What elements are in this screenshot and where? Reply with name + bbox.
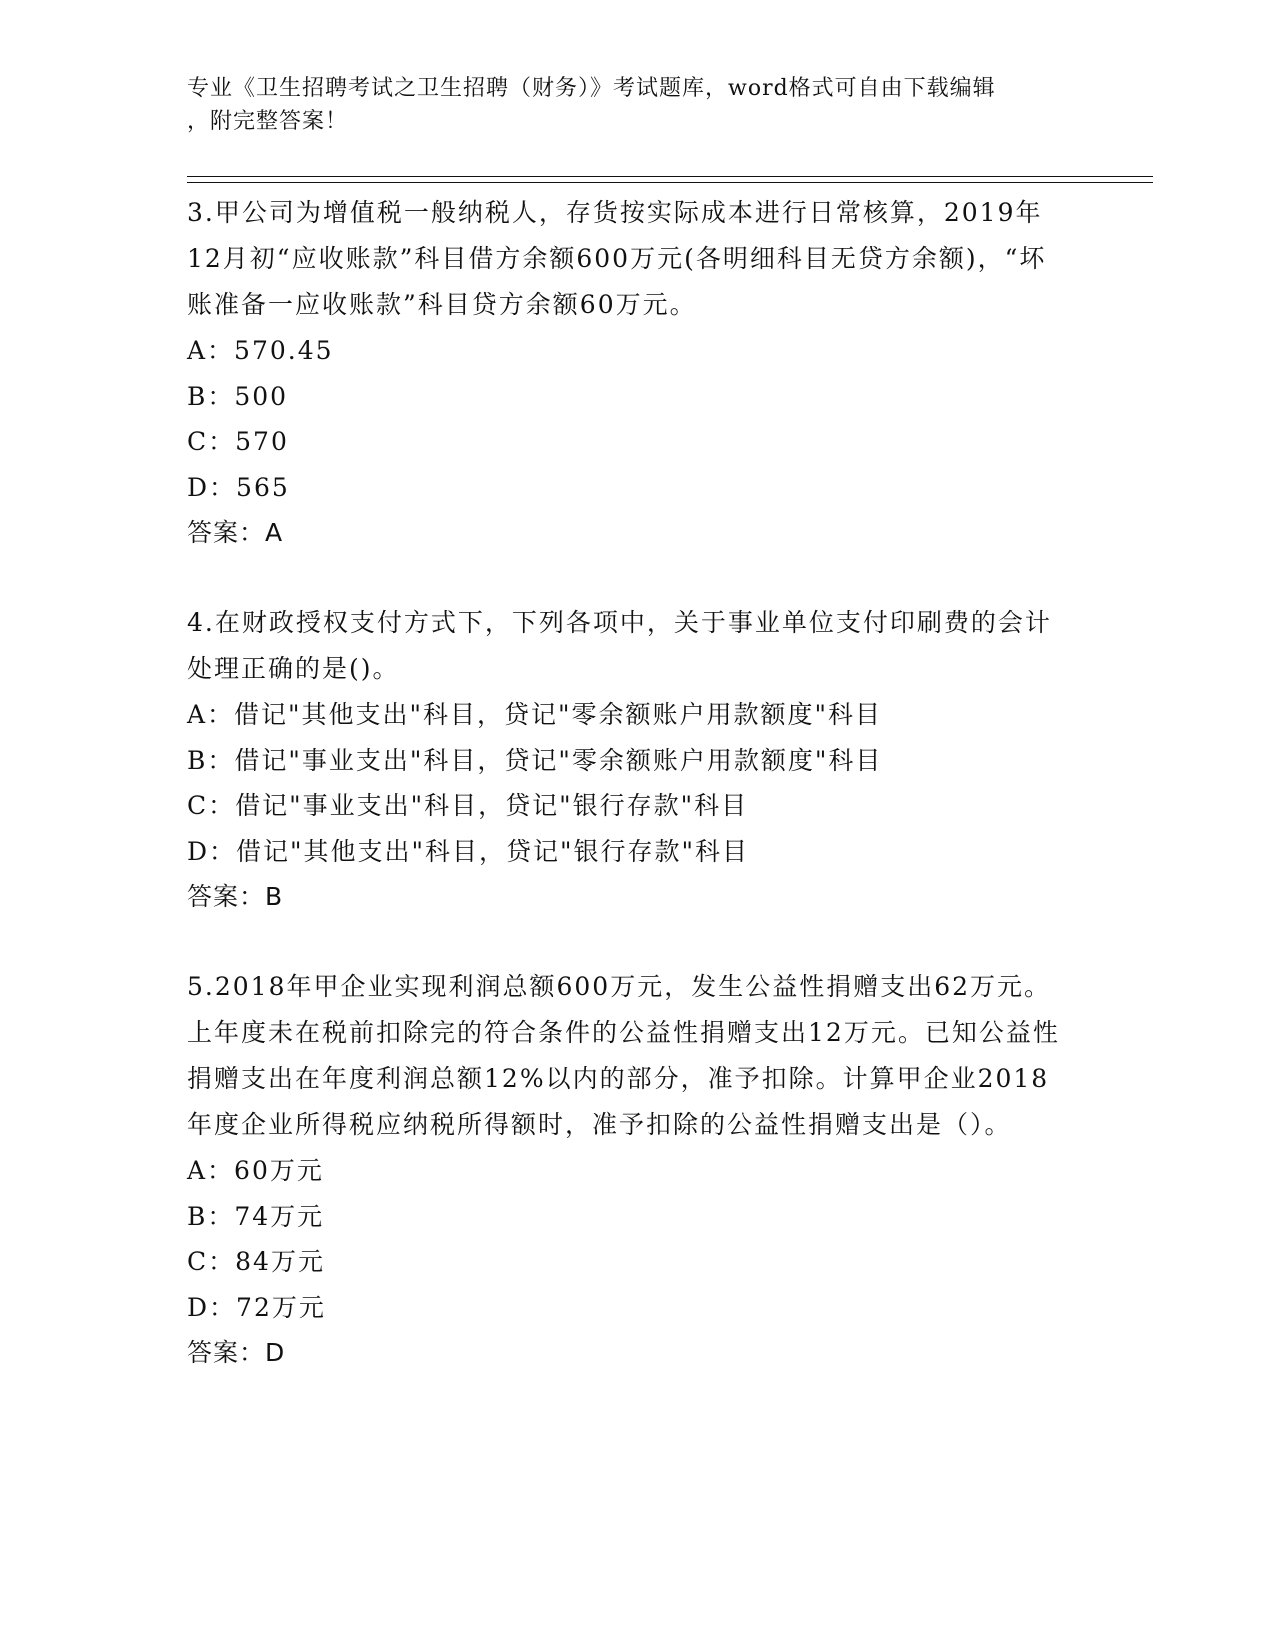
option-d: D：565 (187, 472, 290, 502)
option-c: C：570 (187, 427, 289, 456)
question-text: 4.在财政授权支付方式下，下列各项中，关于事业单位支付印刷费的会计处理正确的是()。 (187, 608, 1052, 683)
question-3 (187, 190, 1067, 556)
question-4 (187, 600, 1067, 920)
answer: 答案：D (187, 1338, 286, 1367)
header-line-2: ，附完整答案！ (187, 109, 349, 134)
option-c: C：84万元 (187, 1247, 325, 1276)
question-list (187, 190, 1067, 1420)
option-c: C：借记"事业支出"科目，贷记"银行存款"科目 (187, 791, 749, 820)
page-header (187, 72, 1067, 138)
option-d: D：72万元 (187, 1292, 326, 1322)
option-a: A：570.45 (187, 336, 334, 365)
header-rule-bottom (187, 182, 1153, 183)
option-b: B：74万元 (187, 1201, 325, 1231)
answer: 答案：A (187, 518, 284, 547)
question-5 (187, 964, 1067, 1376)
answer: 答案：B (187, 882, 284, 911)
option-a: A：借记"其他支出"科目，贷记"零余额账户用款额度"科目 (187, 700, 883, 729)
header-line-1: 专业《卫生招聘考试之卫生招聘（财务）》考试题库，word格式可自由下载编辑 (187, 76, 996, 101)
question-text: 3.甲公司为增值税一般纳税人，存货按实际成本进行日常核算，2019年12月初“应收账款”科目借方余额600万元(各明细科目无贷方余额)，“坏账准备一应收账款”科目贷方余额60万元。 (187, 198, 1047, 319)
option-a: A：60万元 (187, 1156, 324, 1185)
header-rule-top (187, 176, 1153, 177)
option-b: B：500 (187, 381, 289, 411)
option-b: B：借记"事业支出"科目，贷记"零余额账户用款额度"科目 (187, 745, 883, 775)
option-d: D：借记"其他支出"科目，贷记"银行存款"科目 (187, 836, 750, 866)
question-text: 5.2018年甲企业实现利润总额600万元，发生公益性捐赠支出62万元。上年度未在税前扣除完的符合条件的公益性捐赠支出12万元。已知公益性捐赠支出在年度利润总额12%以内的部分，准予扣除。计算甲企业2018年度企业所得税应纳税所得额时，准予扣除的公益性捐赠支出是（）。 (187, 972, 1060, 1139)
